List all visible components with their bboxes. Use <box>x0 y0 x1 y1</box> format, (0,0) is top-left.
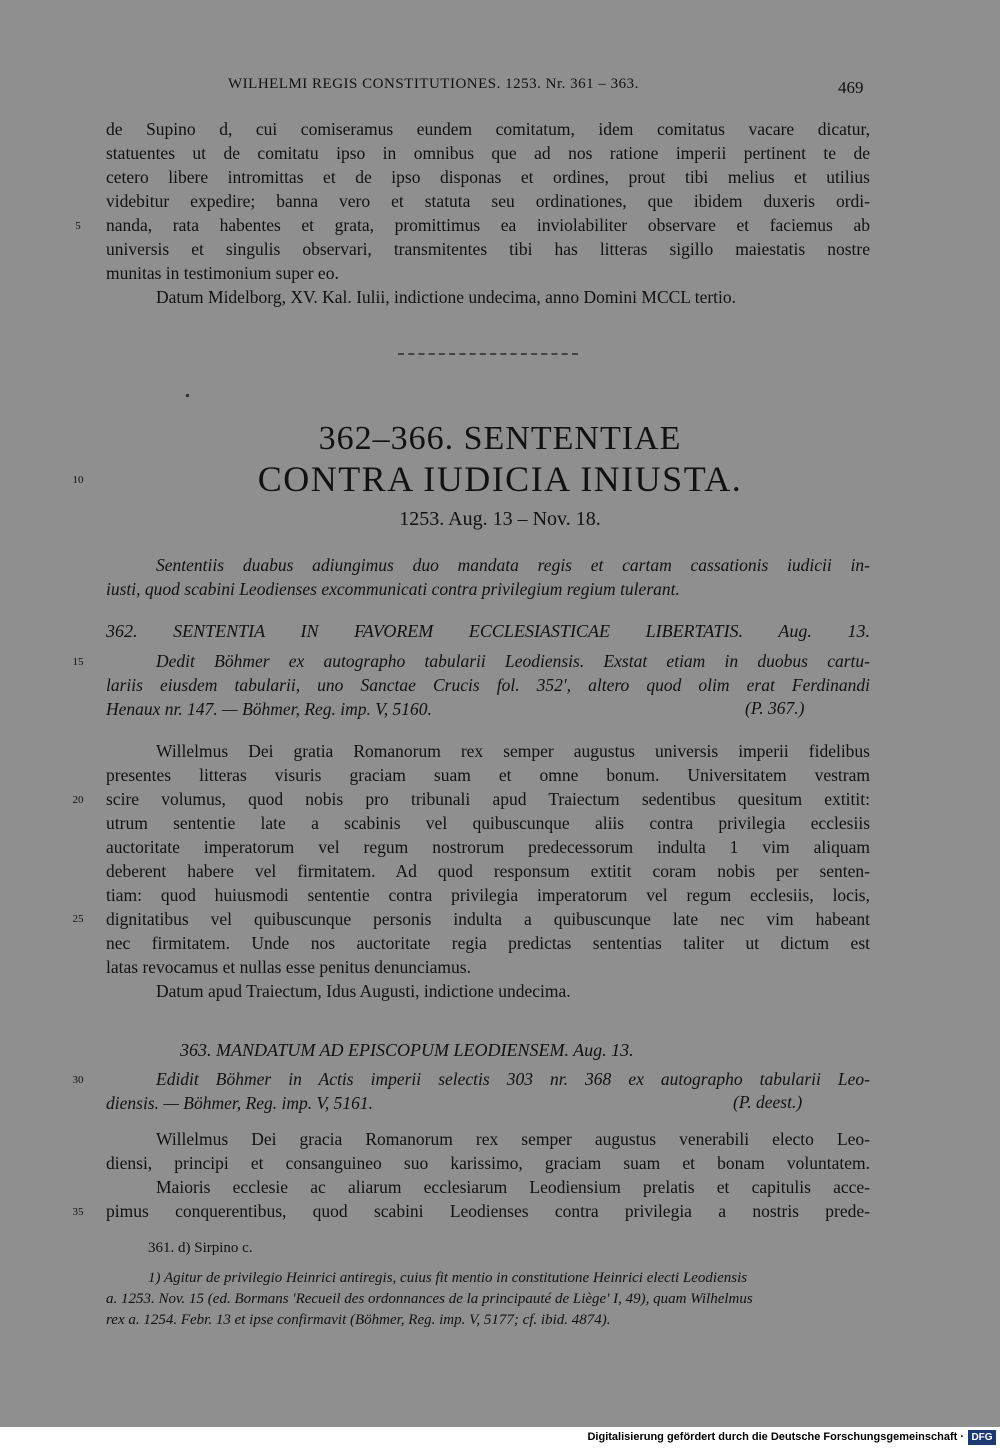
text-line: nec firmitatem. Unde nos auctoritate regia predictas sententias taliter ut dictum est <box>106 933 870 953</box>
section-title-date: 1253. Aug. 13 – Nov. 18. <box>399 508 601 530</box>
text-line: munitas in testimonium super eo. <box>106 263 339 283</box>
footer-credit: Digitalisierung gefördert durch die Deutsche Forschungsgemeinschaft · <box>587 1431 964 1443</box>
section-title-line-1: 362–366. SENTENTIAE <box>318 420 682 457</box>
source-ref: (P. 367.) <box>745 698 805 718</box>
section-title-line-2: CONTRA IUDICIA INIUSTA. <box>257 459 743 499</box>
text-line: tiam: quod huiusmodi sententie contra privilegia imperatorum vel regum ecclesiis, locis, <box>106 885 870 905</box>
datum-line: Datum apud Traiectum, Idus Augusti, indictione undecima. <box>156 981 571 1001</box>
dfg-logo-icon: DFG <box>968 1430 996 1445</box>
footnote-line: 1) Agitur de privilegio Heinrici antiregis, cuius fit mentio in constitutione Heinrici electi Leodiensis <box>148 1270 748 1286</box>
source-line: Henaux nr. 147. — Böhmer, Reg. imp. V, 5160. <box>106 699 432 719</box>
line-number: 15 <box>72 656 84 668</box>
text-line: de Supino d, cui comiseramus eundem comitatum, idem comitatus vacare dicatur, <box>106 119 870 139</box>
page-number: 469 <box>838 78 864 97</box>
line-number: 5 <box>75 220 81 232</box>
intro-line: Sententiis duabus adiungimus duo mandata regis et cartam cassationis iudicii in- <box>156 555 870 575</box>
text-line: diensi, principi et consanguineo suo karissimo, graciam suam et bonam voluntatem. <box>106 1153 870 1173</box>
heading-363: 363. MANDATUM AD EPISCOPUM LEODIENSEM. Aug. 13. <box>180 1040 634 1060</box>
source-line: Dedit Böhmer ex autographo tabularii Leodiensis. Exstat etiam in duobus cartu- <box>156 651 870 671</box>
text-line: scire volumus, quod nobis pro tribunali apud Traiectum sedentibus quesitum extitit: <box>106 789 870 809</box>
text-line: nanda, rata habentes et grata, promittimus ea inviolabiliter observare et faciemus ab <box>106 215 870 235</box>
footnote-line: a. 1253. Nov. 15 (ed. Bormans 'Recueil des ordonnances de la principauté de Liège' I, 49), quam Wilhelmus <box>106 1291 753 1307</box>
section-divider <box>398 353 578 355</box>
source-line: diensis. — Böhmer, Reg. imp. V, 5161. <box>106 1093 374 1113</box>
text-line: auctoritate imperatorum vel regum nostrorum predecessorum indulta 1 vim aliquam <box>106 837 870 857</box>
text-line: utrum sententie late a scabinis vel quibuscunque aliis contra privilegia ecclesiis <box>106 813 870 833</box>
text-line: videbitur expedire; banna vero et statuta seu ordinationes, que ibidem duxeris ordi- <box>106 191 870 211</box>
apparatus-note: 361. d) Sirpino c. <box>148 1240 253 1256</box>
datum-line: Datum Midelborg, XV. Kal. Iulii, indictione undecima, anno Domini MCCL tertio. <box>156 287 737 307</box>
text-line: Willelmus Dei gracia Romanorum rex semper augustus venerabili electo Leo- <box>156 1129 870 1149</box>
line-number: 25 <box>72 913 84 925</box>
text-line: presentes litteras visuris graciam suam et omne bonum. Universitatem vestram <box>106 765 870 785</box>
text-line: universis et singulis observari, transmitentes tibi has litteras sigillo maiestatis nostre <box>106 239 870 259</box>
heading-362: 362. SENTENTIA IN FAVOREM ECCLESIASTICAE LIBERTATIS. Aug. 13. <box>106 621 870 641</box>
running-head: WILHELMI REGIS CONSTITUTIONES. 1253. Nr. 361 – 363. <box>228 76 639 92</box>
source-line: Edidit Böhmer in Actis imperii selectis 303 nr. 368 ex autographo tabularii Leo- <box>156 1069 870 1089</box>
source-ref: (P. deest.) <box>733 1092 803 1112</box>
line-number: 10 <box>72 474 84 486</box>
footnote-line: rex a. 1254. Febr. 13 et ipse confirmavit (Böhmer, Reg. imp. V, 5177; cf. ibid. 4874). <box>106 1312 611 1328</box>
text-line: Maioris ecclesie ac aliarum ecclesiarum Leodiensium prelatis et capitulis acce- <box>156 1177 870 1197</box>
text-line: Willelmus Dei gratia Romanorum rex semper augustus universis imperii fidelibus <box>156 741 870 761</box>
stray-mark <box>186 394 189 397</box>
text-line: pimus conquerentibus, quod scabini Leodienses contra privilegia a nostris prede- <box>106 1201 870 1221</box>
text-line: latas revocamus et nullas esse penitus denunciamus. <box>106 957 471 977</box>
text-line: deberent habere vel firmitatem. Ad quod responsum extitit coram nobis per senten- <box>106 861 870 881</box>
text-line: dignitatibus vel quibuscunque personis indulta a quibuscunque late nec vim habeant <box>106 909 870 929</box>
text-line: cetero libere intromittas et de ipso disponas et ordines, prout tibi melius et utilius <box>106 167 870 187</box>
text-line: statuentes ut de comitatu ipso in omnibus que ad nos ratione imperii pertinent te de <box>106 143 870 163</box>
line-number: 30 <box>72 1074 84 1086</box>
line-number: 20 <box>72 794 84 806</box>
intro-line: iusti, quod scabini Leodienses excommunicati contra privilegium regium tulerant. <box>106 579 680 599</box>
line-number: 35 <box>72 1206 84 1218</box>
source-line: lariis eiusdem tabularii, uno Sanctae Crucis fol. 352', altero quod olim erat Ferdinandi <box>106 675 870 695</box>
footer-bar <box>0 1427 1000 1449</box>
